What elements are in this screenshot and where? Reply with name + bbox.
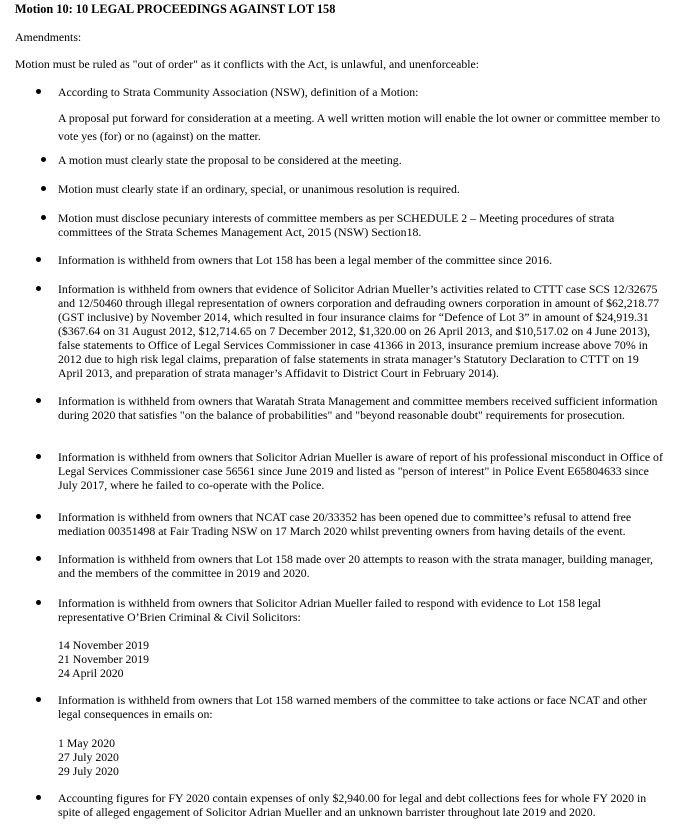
bullet-icon	[41, 186, 46, 191]
response-date: 24 April 2020	[58, 666, 124, 680]
list-item-text: Information is withheld from owners that Solicitor Adrian Mueller failed to respond with evidence to Lot 158 legal representative O’Brien Criminal & Civil Solicitors:	[58, 596, 601, 624]
list-item-text: Information is withheld from owners that Lot 158 warned members of the committee to take actions or face NCAT and other legal consequences in emails on:	[58, 693, 647, 721]
email-date: 27 July 2020	[58, 750, 119, 764]
response-date: 21 November 2019	[58, 652, 150, 666]
bullet-icon	[36, 600, 41, 605]
list-item-text: Accounting figures for FY 2020 contain expenses of only $2,940.00 for legal and debt collections fees for whole FY 2020 in spite of alleged engagement of Solicitor Adrian Mueller and an unknown barrister throughout late 2019 and 2020.	[58, 791, 647, 819]
motion-title: Motion 10: 10 LEGAL PROCEEDINGS AGAINST LOT 158	[15, 2, 336, 16]
list-item-text: Motion must disclose pecuniary interests of committee members as per SCHEDULE 2 – Meeting procedures of strata committees of the Strata Schemes Management Act, 2015 (NSW) Section18.	[58, 211, 615, 239]
list-item-text: Information is withheld from owners that evidence of Solicitor Adrian Mueller’s activities related to CTTT case SCS 12/32675 and 12/50460 through illegal representation of owners corporation and defrauding owners corporation in amount of $62,218.77 (GST inclusive) by November 2014, which resulted in four insurance claims for “Defence of Lot 3” in amount of $24,919.31 ($367.64 on 31 August 2012, $12,714.65 on 7 December 2012, $1,320.00 on 26 April 2013, and $10,517.02 on 4 June 2013), false statements to Office of Legal Services Commissioner in case 41366 in 2013, insurance premium increase above 70% in 2012 due to high risk legal claims, preparation of false statements in strata manager’s Statutory Declaration to CTTT on 19 April 2013, and preparation of strata manager’s Affidavit to District Court in February 2014).	[58, 282, 660, 380]
list-item-text: Information is withheld from owners that Lot 158 has been a legal member of the committee since 2016.	[58, 253, 553, 267]
motion-intro: Motion must be ruled as "out of order" as it conflicts with the Act, is unlawful, and unenforceable:	[15, 57, 480, 71]
bullet-icon	[36, 257, 41, 262]
response-date: 14 November 2019	[58, 638, 150, 652]
bullet-icon	[41, 215, 46, 220]
email-date: 1 May 2020	[58, 736, 116, 750]
bullet-icon	[36, 514, 41, 519]
bullet-icon	[36, 556, 41, 561]
bullet-icon	[36, 795, 41, 800]
bullet-icon	[36, 89, 41, 94]
email-date: 29 July 2020	[58, 764, 119, 778]
bullet-icon	[36, 697, 41, 702]
list-item-text: Information is withheld from owners that Lot 158 made over 20 attempts to reason with the strata manager, building manager, and the members of the committee in 2019 and 2020.	[58, 552, 653, 580]
bullet-icon	[41, 157, 46, 162]
list-item-text: According to Strata Community Association (NSW), definition of a Motion:	[58, 85, 419, 99]
bullet-icon	[36, 454, 41, 459]
list-item-text: Information is withheld from owners that Waratah Strata Management and committee members received sufficient information during 2020 that satisfies "on the balance of probabilities" and "beyond reasonable doubt" requirements for prosecution.	[58, 394, 658, 422]
bullet-icon	[36, 286, 41, 291]
list-item-text: Motion must clearly state if an ordinary, special, or unanimous resolution is required.	[58, 182, 460, 196]
list-item-text: Information is withheld from owners that NCAT case 20/33352 has been opened due to committee’s refusal to attend free mediation 00351498 at Fair Trading NSW on 17 March 2020 whilst preventing owners from having details of the event.	[58, 510, 632, 538]
list-item-text: Information is withheld from owners that Solicitor Adrian Mueller is aware of report of his professional misconduct in Office of Legal Services Commissioner case 56561 since June 2019 and listed as "person of interest" in Police Event E65804633 since July 2017, where he failed to co-operate with the Police.	[58, 450, 663, 492]
amendments-label: Amendments:	[15, 30, 82, 44]
list-item-text: A motion must clearly state the proposal to be considered at the meeting.	[58, 153, 402, 167]
motion-definition: A proposal put forward for consideration at a meeting. A well written motion will enable the lot owner or committee member to vote yes (for) or no (against) on the matter.	[58, 111, 661, 143]
bullet-icon	[36, 398, 41, 403]
